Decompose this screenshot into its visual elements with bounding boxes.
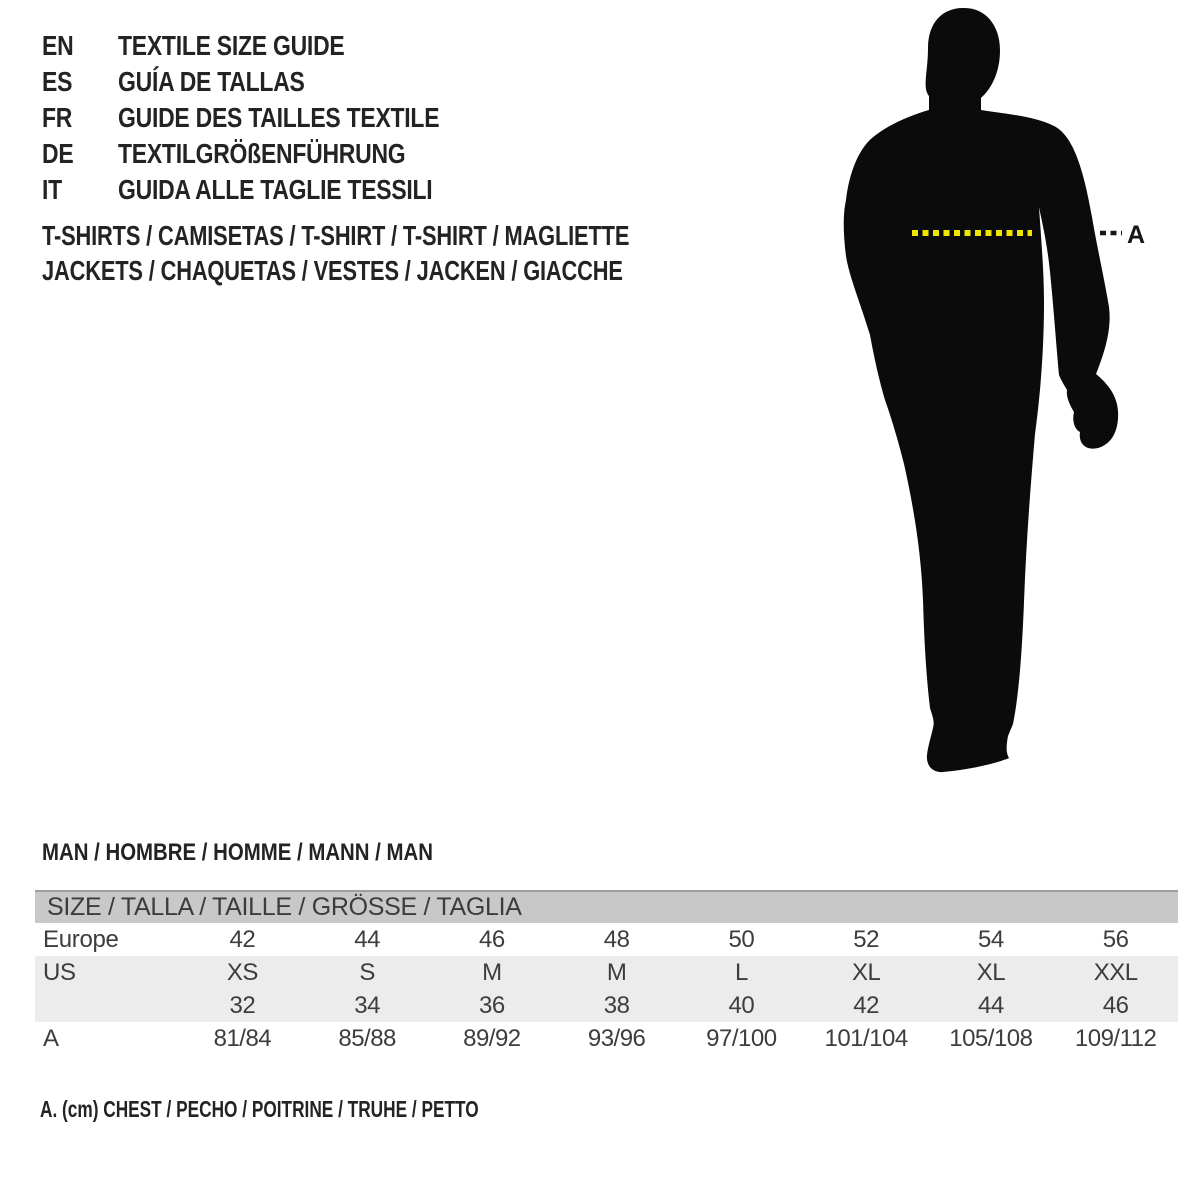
row-label: Europe (43, 926, 119, 953)
table-cell: 89/92 (463, 1025, 521, 1052)
table-row-europe (35, 923, 1178, 956)
table-cell: 40 (728, 992, 755, 1019)
table-row-chest (35, 1022, 1178, 1055)
language-code: IT (42, 174, 62, 205)
table-cell: 81/84 (213, 1025, 272, 1052)
language-code: FR (42, 102, 73, 133)
size-table (35, 890, 1178, 1055)
language-row-en (42, 28, 510, 64)
table-cell: 44 (354, 926, 380, 953)
language-code: DE (42, 138, 74, 169)
measure-label-a: A (1127, 221, 1146, 249)
row-label: A (43, 1025, 59, 1052)
language-title: GUIDA ALLE TAGLIE TESSILI (118, 174, 433, 205)
man-silhouette-diagram (828, 2, 1148, 792)
table-cell: XL (851, 959, 881, 986)
table-cell: 48 (603, 926, 630, 953)
table-row-numeric (35, 989, 1178, 1022)
language-title: GUÍA DE TALLAS (118, 66, 305, 97)
table-cell: XL (976, 959, 1006, 986)
section-title-man: MAN / HOMBRE / HOMME / MANN / MAN (42, 839, 433, 866)
language-row-es (42, 64, 510, 100)
table-cell: 46 (479, 926, 505, 953)
table-cell: 52 (853, 926, 879, 953)
table-cell: 44 (978, 992, 1004, 1019)
table-cell: 42 (853, 992, 879, 1019)
table-cell: 46 (1102, 992, 1129, 1019)
language-row-de (42, 136, 510, 172)
table-cell: XS (226, 959, 258, 986)
table-cell: 93/96 (587, 1025, 646, 1052)
table-cell: 50 (728, 926, 755, 953)
table-cell: 38 (603, 992, 630, 1019)
category-block (42, 218, 795, 288)
table-cell: L (734, 959, 748, 986)
table-cell: M (606, 959, 627, 986)
table-cell: 34 (354, 992, 380, 1019)
table-cell: 105/108 (949, 1025, 1033, 1052)
table-cell: S (359, 959, 375, 986)
language-row-fr (42, 100, 510, 136)
language-legend (42, 28, 510, 208)
table-cell: 97/100 (706, 1025, 777, 1052)
table-cell: 56 (1102, 926, 1129, 953)
size-table-header: SIZE / TALLA / TAILLE / GRÖSSE / TAGLIA (35, 890, 1178, 923)
language-title: TEXTILGRÖßENFÜHRUNG (118, 138, 406, 169)
table-cell: 32 (229, 992, 256, 1019)
table-cell: 36 (479, 992, 505, 1019)
category-jackets: JACKETS / CHAQUETAS / VESTES / JACKEN / GIACCHE (42, 255, 623, 286)
table-cell: 109/112 (1074, 1025, 1157, 1052)
table-cell: 54 (978, 926, 1004, 953)
table-row-us (35, 956, 1178, 989)
table-cell: 101/104 (824, 1025, 908, 1052)
language-code: EN (42, 30, 74, 61)
table-cell: M (482, 959, 502, 986)
language-title: GUIDE DES TAILLES TEXTILE (118, 102, 440, 133)
language-row-it (42, 172, 510, 208)
table-cell: 42 (229, 926, 256, 953)
language-title: TEXTILE SIZE GUIDE (118, 30, 345, 61)
measurement-footnote: A. (cm) CHEST / PECHO / POITRINE / TRUHE / PETTO (40, 1096, 479, 1122)
row-label: US (43, 959, 76, 986)
row-label (35, 989, 180, 1022)
language-code: ES (42, 66, 73, 97)
table-cell: XXL (1093, 959, 1138, 986)
category-tshirts: T-SHIRTS / CAMISETAS / T-SHIRT / T-SHIRT / MAGLIETTE (42, 220, 630, 251)
man-silhouette (844, 8, 1118, 772)
table-cell: 85/88 (338, 1025, 396, 1052)
